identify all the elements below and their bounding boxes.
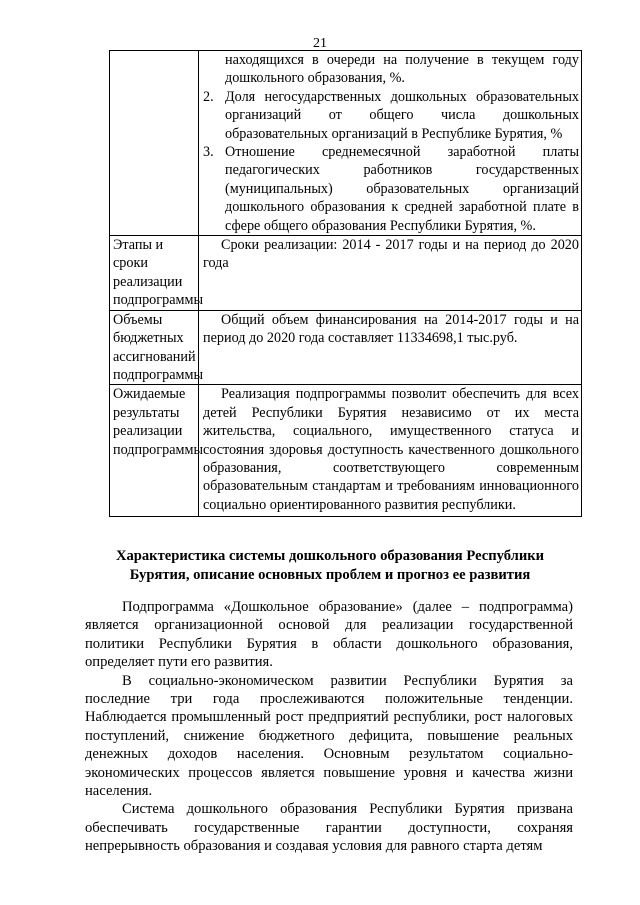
row-value: Сроки реализации: 2014 - 2017 годы и на период до 2020 года [199,236,582,311]
row-value: Общий объем финансирования на 2014-2017 годы и на период до 2020 года составляет 11334698,1 тыс.руб. [199,310,582,385]
subprogram-passport-table [109,50,582,517]
page-number: 21 [313,36,327,51]
row-label: Объемы бюджетных ассигнований подпрограммы [110,310,199,385]
indicators-label-cell [110,51,199,236]
table-row-indicators [110,51,582,236]
row-value: Реализация подпрограммы позволит обеспечить для всех детей Республики Бурятия независимо от их места жительства, социального, имущественного статуса и состояния здоровья доступность качественного дошкольного образования, соответствующего современным образовательным стандартам и требованиям инновационного социально ориентированного развития республики. [199,385,582,517]
indicator-text: Отношение среднемесячной заработной платы педагогических работников государственных (муниципальных) образовательных организаций дошкольного образования к средней заработной плате в сфере общего образования Республики Бурятия, %. [225,144,579,234]
body-paragraph: Система дошкольного образования Республики Бурятия призвана обеспечивать государственные гарантии доступности, сохраняя непрерывность образования и создавая условия для равного старта детям [85,801,573,855]
body-paragraph: В социально-экономическом развитии Республики Бурятия за последние три года прослеживаются положительные тенденции. Наблюдается промышленный рост предприятий республики, рост налоговых поступлений, снижение бюджетного дефицита, повышение реальных денежных доходов населения. Основным результатом социально-экономических процессов является повышение уровня и качества жизни населения. [85,672,573,800]
section-body [85,598,573,856]
body-paragraph: Подпрограмма «Дошкольное образование» (далее – подпрограмма) является организационной основой для реализации государственной политики Республики Бурятия в области дошкольного образования, определяет пути его развития. [85,599,573,671]
table-row [110,236,582,311]
indicators-value-cell [199,51,582,236]
indicator-number: 3. [203,144,214,161]
row-label: Ожидаемые результаты реализации подпрограммы [110,385,199,517]
section-heading: Характеристика системы дошкольного образования Республики Бурятия, описание основных проблем и прогноз ее развития [115,548,545,583]
indicator-continuation: находящихся в очереди на получение в текущем году дошкольного образования, %. [225,52,579,87]
indicator-text: Доля негосударственных дошкольных образовательных организаций от общего числа дошкольных образовательных организаций в Республике Бурятия, % [225,88,579,142]
indicator-item [203,88,579,143]
indicator-number: 2. [203,88,214,105]
indicator-list [203,88,579,235]
indicator-item [203,143,579,235]
row-label: Этапы и сроки реализации подпрограммы [110,236,199,311]
table-row [110,310,582,385]
table-row [110,385,582,517]
